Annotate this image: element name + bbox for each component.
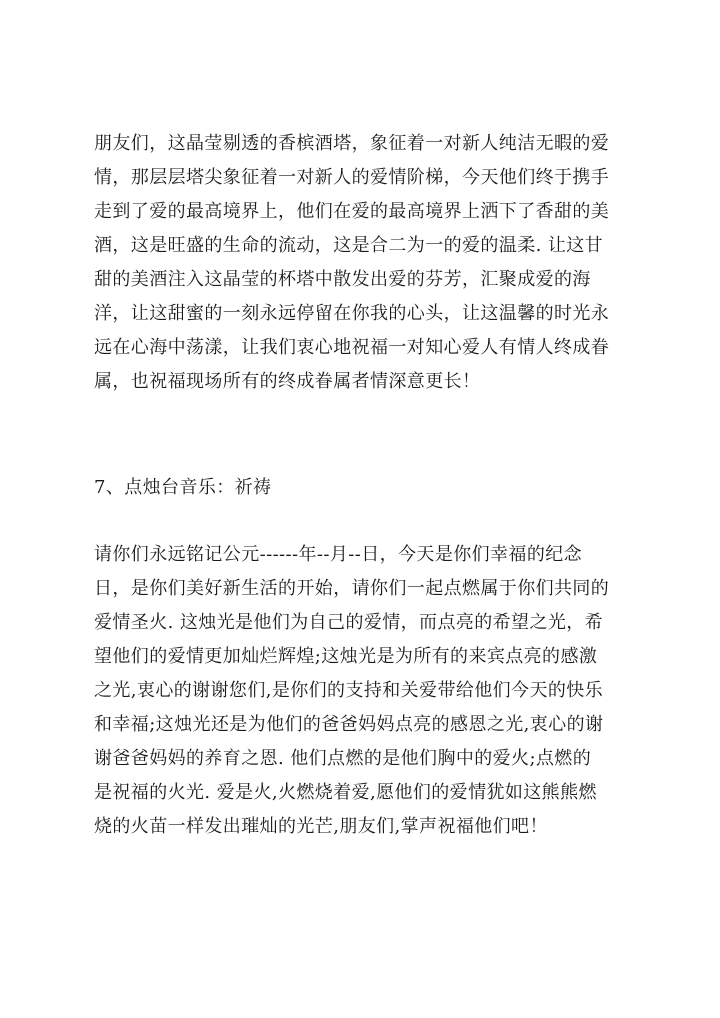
text-line: 属，也祝福现场所有的终成眷属者情深意更长！ — [94, 371, 481, 392]
text-line: 朋友们，这晶莹剔透的香槟酒塔，象征着一对新人纯洁无暇的爱 — [94, 133, 610, 154]
text-line: 走到了爱的最高境界上，他们在爱的最高境界上洒下了香甜的美 — [94, 201, 610, 222]
text-line: 爱情圣火. 这烛光是他们为自己的爱情，而点亮的希望之光，希 — [94, 612, 604, 633]
text-line: 洋，让这甜蜜的一刻永远停留在你我的心头，让这温馨的时光永 — [94, 303, 610, 324]
text-line: 情，那层层塔尖象征着一对新人的爱情阶梯，今天他们终于携手 — [94, 167, 610, 188]
text-line: 谢爸爸妈妈的养育之恩. 他们点燃的是他们胸中的爱火;点燃的 — [94, 748, 592, 769]
text-line: 日，是你们美好新生活的开始，请你们一起点燃属于你们共同的 — [94, 578, 610, 599]
text-line: 和幸福;这烛光还是为他们的爸爸妈妈点亮的感恩之光,衷心的谢 — [94, 714, 604, 735]
paragraph-champagne-tower — [94, 127, 639, 399]
text-line: 请你们永远铭记公元------年--月--日，今天是你们幸福的纪念 — [94, 544, 583, 565]
text-line: 酒，这是旺盛的生命的流动，这是合二为一的爱的温柔. 让这甘 — [94, 235, 604, 256]
section-heading — [94, 471, 639, 505]
text-line: 远在心海中荡漾，让我们衷心地祝福一对知心爱人有情人终成眷 — [94, 337, 610, 358]
text-line: 望他们的爱情更加灿烂辉煌;这烛光是为所有的来宾点亮的感激 — [94, 646, 598, 667]
paragraph-candle-lighting — [94, 538, 639, 844]
text-line: 甜的美酒注入这晶莹的杯塔中散发出爱的芬芳，汇聚成爱的海 — [94, 269, 591, 290]
heading-text: 7、点烛台音乐：祈祷 — [94, 477, 272, 498]
text-line: 是祝福的火光. 爱是火,火燃烧着爱,愿他们的爱情犹如这熊熊燃 — [94, 782, 597, 803]
text-line: 烧的火苗一样发出璀灿的光芒,朋友们,掌声祝福他们吧！ — [94, 816, 548, 837]
text-line: 之光,衷心的谢谢您们,是你们的支持和关爱带给他们今天的快乐 — [94, 680, 604, 701]
